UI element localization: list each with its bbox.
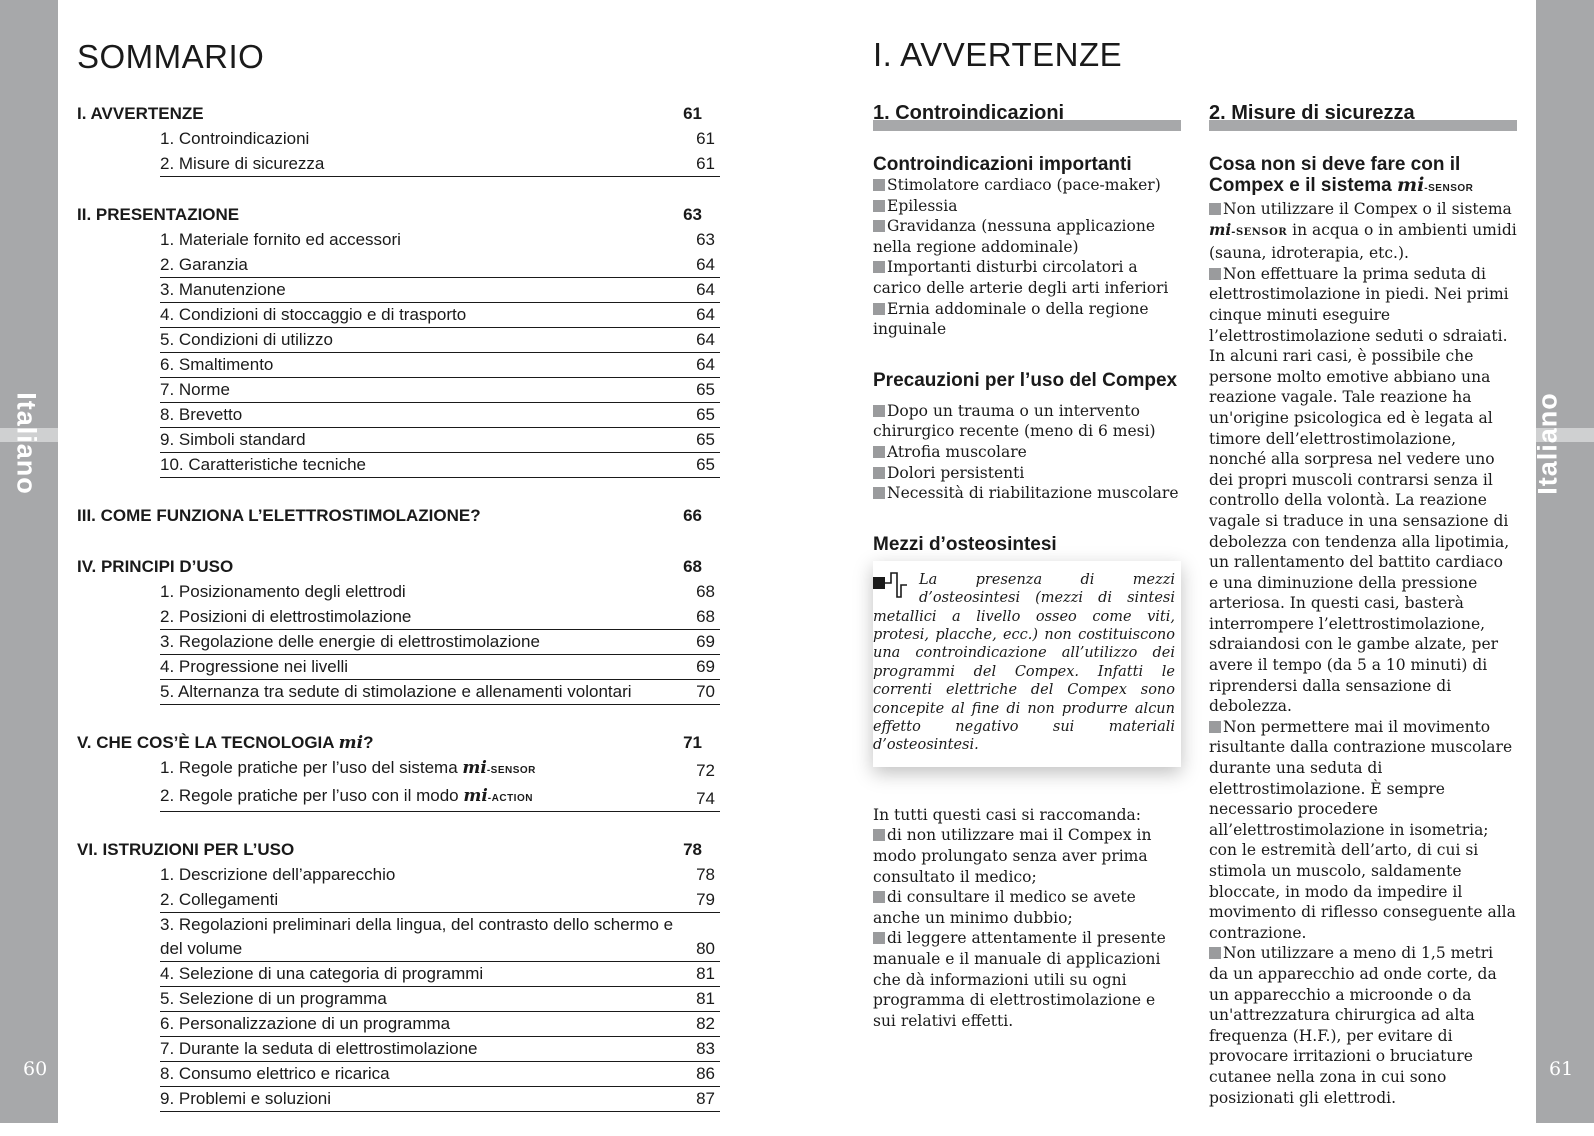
toc-item <box>160 378 720 403</box>
toc-item-text: 1. Descrizione dell’apparecchio <box>160 865 396 884</box>
toc-item-label <box>160 913 696 961</box>
toc-item-page: 64 <box>696 280 715 299</box>
toc-item <box>160 303 720 328</box>
toc-item-text: 3. Manutenzione <box>160 280 286 299</box>
toc-item-page: 69 <box>696 632 715 651</box>
toc-item-label <box>160 453 696 477</box>
toc-item <box>160 863 720 888</box>
precautions-heading: Precauzioni per l’uso del Compex <box>873 369 1178 391</box>
list-item: Non permettere mai il movimento risultante dalla contrazione muscolare durante una seduta di elettrostimolazione. È sempre necessario procedere all’elettrostimolazione in isometria; con le estremità dell’arto, di cui si stimola un muscolo, saldamente bloccate, in modo da impedire il movimento di riflesso conseguente alla contrazione. <box>1209 717 1516 942</box>
toc-title: SOMMARIO <box>77 38 265 75</box>
osteosynthesis-note-text: La presenza di mezzi d’osteosintesi (mezzi di sintesi metallici a livello osseo come viti, protesi, placche, ecc.) non costituiscono una controindicazione all’utilizzo dei programmi del Compex. Infatti le correnti elettriche del Compex sono concepite al fine di non produrre alcun effetto negativo sui materiali d’osteosintesi. <box>873 571 1175 754</box>
toc-section-title <box>77 840 294 860</box>
toc-section <box>77 729 720 812</box>
toc-item-page: 68 <box>696 582 715 601</box>
toc-item-page: 65 <box>696 430 715 449</box>
precautions-list <box>873 401 1181 504</box>
toc-item-label <box>160 784 696 811</box>
toc-item-page: 87 <box>696 1089 715 1108</box>
right-page-number: 61 <box>1549 1058 1574 1080</box>
toc-item-label <box>160 328 696 352</box>
toc-item-page: 63 <box>696 230 715 249</box>
toc-item-text: 2. Posizioni di elettrostimolazione <box>160 607 412 626</box>
toc-item-page: 83 <box>696 1039 715 1058</box>
list-item: Non effettuare la prima seduta di elettrostimolazione in piedi. Nei primi cinque minuti eseguire l’elettrostimolazione seduti o sdraiati. In alcuni rari casi, è possibile che persone molto emotive abbiano una reazione vagale. Tale reazione ha un'origine psicologica ed è legata al timore dell’elettrostimolazione, nonché alla sorpresa nel vedere uno dei propri muscoli contrarsi senza il controllo della volontà. La reazione vagale si traduce in una sensazione di debolezza con tendenza alla lipotimia, un rallentamento del battito cardiaco e una diminuzione della pressione arteriosa. In questi casi, basterà interrompere l’elettrostimolazione, sdraiandosi con le gambe alzate, per avere il tempo (da 5 a 10 minuti) di riprendersi dalla sensazione di debolezza. <box>1209 264 1517 717</box>
toc-item-label <box>160 378 696 402</box>
toc-item-page: 70 <box>696 682 715 701</box>
toc-item-text: 10. Caratteristiche tecniche <box>160 455 366 474</box>
toc-item-label <box>160 253 696 277</box>
toc-item-text: 1. Controindicazioni <box>160 129 310 148</box>
toc-item <box>160 253 720 278</box>
toc-item-text: 2. Misure di sicurezza <box>160 154 325 173</box>
right-language-label: Italiano <box>1532 392 1563 495</box>
toc-item-label <box>160 863 696 887</box>
toc-section-title <box>77 104 204 124</box>
toc-item-text: 2. Regole pratiche per l’uso con il modo <box>160 786 464 805</box>
toc-section-title <box>77 557 233 577</box>
toc-item-page: 61 <box>696 129 715 148</box>
toc-item-text: 2. Collegamenti <box>160 890 279 909</box>
toc-item-label <box>160 756 696 783</box>
toc-section <box>77 553 720 705</box>
toc-item <box>160 1037 720 1062</box>
toc-section-title-text: II. PRESENTAZIONE <box>77 204 240 224</box>
toc-item-page: 78 <box>696 865 715 884</box>
toc-item-label <box>160 353 696 377</box>
toc-section-title <box>77 205 239 225</box>
toc-item-page: 80 <box>696 939 715 958</box>
toc-item-label <box>160 680 696 704</box>
safety-list <box>1209 264 1517 1108</box>
toc-section <box>77 836 720 1112</box>
toc-item-text: 7. Norme <box>160 380 230 399</box>
toc-item-page: 86 <box>696 1064 715 1083</box>
toc-item-label <box>160 580 696 604</box>
list-item: Gravidanza (nessuna applicazione nella regione addominale) <box>873 216 1181 257</box>
mi-logo: mi <box>1396 174 1425 196</box>
toc-item-text: 6. Personalizzazione di un programma <box>160 1014 451 1033</box>
toc-item-label <box>160 152 696 176</box>
toc-item <box>160 962 720 987</box>
toc-item-page: 68 <box>696 607 715 626</box>
toc-item-label <box>160 127 696 151</box>
list-item: di consultare il medico se avete anche un minimo dubbio; <box>873 887 1181 928</box>
toc-item-text: 5. Condizioni di utilizzo <box>160 330 333 349</box>
toc-item-label <box>160 403 696 427</box>
list-item: di non utilizzare mai il Compex in modo prolungato senza aver prima consultato il medico; <box>873 825 1181 887</box>
toc-item <box>160 680 720 705</box>
toc-item-page: 65 <box>696 455 715 474</box>
contraindications-column <box>873 100 1181 1031</box>
toc-item-page: 65 <box>696 380 715 399</box>
warning-pulse-icon <box>873 571 917 599</box>
toc-item-page: 81 <box>696 989 715 1008</box>
toc-item-page: 64 <box>696 255 715 274</box>
osteosynthesis-heading: Mezzi d’osteosintesi <box>873 533 1057 555</box>
toc-item-label <box>160 962 696 986</box>
toc-item <box>160 888 720 913</box>
toc-item-label <box>160 888 696 912</box>
toc-item-page: 79 <box>696 890 715 909</box>
toc-item <box>160 655 720 680</box>
toc-section-page: 68 <box>683 556 702 576</box>
safety-item: Non utilizzare il Compex o il sistema mi-SENSOR in acqua o in ambienti umidi (sauna, idroterapia, etc.). <box>1209 200 1517 263</box>
toc-item <box>160 278 720 303</box>
toc-item-text: 1. Regole pratiche per l’uso del sistema <box>160 758 463 777</box>
list-item: Stimolatore cardiaco (pace-maker) <box>873 175 1181 196</box>
toc-section-page: 61 <box>683 103 702 123</box>
left-side-band <box>0 0 58 1123</box>
list-item: Importanti disturbi circolatori a carico delle arterie degli arti inferiori <box>873 257 1181 298</box>
toc-section-title-text: V. CHE COS’È LA TECNOLOGIA <box>77 732 339 752</box>
safety-heading: 2. Misure di sicurezza <box>1209 102 1415 124</box>
toc-item-page: 74 <box>696 789 715 808</box>
list-item: Non utilizzare a meno di 1,5 metri da un apparecchio ad onde corte, da un apparecchio a microonde o da un'attrezzatura chirurgica ad alta frequenza (H.F.), per evitare di provocare irritazioni o bruciature cutanee nella zona in cui sono posizionati gli elettrodi. <box>1209 943 1517 1108</box>
toc-section-heading <box>77 553 720 580</box>
toc-item-text: 3. Regolazioni preliminari della lingua, del contrasto dello schermo e del volume <box>160 915 674 958</box>
toc-item-page: 81 <box>696 964 715 983</box>
toc-section-page: 78 <box>683 839 702 859</box>
toc-section <box>77 502 720 529</box>
toc-item <box>160 756 720 784</box>
toc-item <box>160 353 720 378</box>
contraindications-heading: 1. Controindicazioni <box>873 102 1065 124</box>
recommend-list <box>873 825 1181 1031</box>
right-side-band <box>1536 0 1594 1123</box>
toc-item-text: 9. Simboli standard <box>160 430 306 449</box>
toc-item-text: 8. Brevetto <box>160 405 243 424</box>
toc-item <box>160 1012 720 1037</box>
toc-item <box>160 152 720 177</box>
toc-item <box>160 605 720 630</box>
mi-logo: mi <box>463 786 488 806</box>
toc-section-heading <box>77 502 720 529</box>
toc-item-page: 61 <box>696 154 715 173</box>
list-item: Necessità di riabilitazione muscolare <box>873 483 1181 504</box>
list-item: Epilessia <box>873 196 1181 217</box>
toc-item <box>160 784 720 812</box>
mi-logo: mi <box>338 732 364 753</box>
safety-measures-column <box>1209 100 1517 1108</box>
toc-item-text: 4. Progressione nei livelli <box>160 657 349 676</box>
toc-section-heading <box>77 100 720 127</box>
toc-item-text: 6. Smaltimento <box>160 355 274 374</box>
toc-section-heading <box>77 201 720 228</box>
toc-item-label <box>160 630 696 654</box>
list-item: Dopo un trauma o un intervento chirurgico recente (meno di 6 mesi) <box>873 401 1181 442</box>
toc-item-page: 82 <box>696 1014 715 1033</box>
warnings-title: I. AVVERTENZE <box>873 36 1123 73</box>
toc-section-heading <box>77 836 720 863</box>
toc-item <box>160 987 720 1012</box>
toc-item-label <box>160 655 696 679</box>
osteosynthesis-note <box>873 561 1181 767</box>
toc-item <box>160 328 720 353</box>
list-item: Dolori persistenti <box>873 463 1181 484</box>
toc-item-page: 64 <box>696 305 715 324</box>
toc-item <box>160 428 720 453</box>
toc-item-text: 4. Selezione di una categoria di programmi <box>160 964 484 983</box>
toc-item-text: 1. Posizionamento degli elettrodi <box>160 582 406 601</box>
toc-item-text: 7. Durante la seduta di elettrostimolazione <box>160 1039 478 1058</box>
toc-section-title <box>77 733 373 753</box>
list-item: di leggere attentamente il presente manuale e il manuale di applicazioni che dà informazioni utili su ogni programma di elettrostimolazione e sui relativi effetti. <box>873 928 1181 1031</box>
toc-item-text: 9. Problemi e soluzioni <box>160 1089 332 1108</box>
what-not-to-do-heading: Cosa non si deve fare con il Compex e il sistema mi-SENSOR <box>1209 154 1474 196</box>
toc-section <box>77 100 720 177</box>
mi-logo: mi <box>1209 219 1232 239</box>
toc-item <box>160 228 720 253</box>
toc-item-text: 5. Alternanza tra sedute di stimolazione e allenamenti volontari <box>160 682 632 701</box>
toc-section-title-text: VI. ISTRUZIONI PER L’USO <box>77 839 295 859</box>
toc-item-text: 8. Consumo elettrico e ricarica <box>160 1064 390 1083</box>
toc-item <box>160 630 720 655</box>
table-of-contents <box>77 100 720 1136</box>
toc-item-page: 64 <box>696 330 715 349</box>
toc-item-text: 3. Regolazione delle energie di elettrostimolazione <box>160 632 540 651</box>
important-contraindications-heading: Controindicazioni importanti <box>873 154 1132 175</box>
toc-item <box>160 127 720 152</box>
toc-item-label <box>160 228 696 252</box>
toc-item-text: 5. Selezione di un programma <box>160 989 387 1008</box>
toc-section-title-end: ? <box>363 732 374 752</box>
toc-section <box>77 201 720 478</box>
toc-item-label <box>160 605 696 629</box>
toc-item <box>160 1062 720 1087</box>
toc-item-label <box>160 278 696 302</box>
toc-item-label <box>160 303 696 327</box>
toc-item-page: 69 <box>696 657 715 676</box>
toc-item-text: 4. Condizioni di stoccaggio e di trasporto <box>160 305 467 324</box>
recommend-intro: In tutti questi casi si raccomanda: <box>873 805 1141 824</box>
list-item: Atrofia muscolare <box>873 442 1181 463</box>
toc-item-suffix: -SENSOR <box>486 765 536 776</box>
left-language-label: Italiano <box>11 392 42 495</box>
toc-item-page: 72 <box>696 761 715 780</box>
toc-item-text: 1. Materiale fornito ed accessori <box>160 230 401 249</box>
left-page-number: 60 <box>23 1058 48 1080</box>
toc-section-title <box>77 506 481 526</box>
list-item: Ernia addominale o della regione inguinale <box>873 299 1181 340</box>
toc-item-label <box>160 1012 696 1036</box>
toc-item-text: 2. Garanzia <box>160 255 248 274</box>
toc-item <box>160 453 720 478</box>
toc-section-title-text: IV. PRINCIPI D’USO <box>77 556 234 576</box>
mi-logo: mi <box>462 758 487 778</box>
toc-item <box>160 1087 720 1112</box>
safety-heading-bar <box>1209 100 1517 134</box>
toc-item <box>160 580 720 605</box>
toc-item <box>160 403 720 428</box>
toc-section-title-text: I. AVVERTENZE <box>77 103 204 123</box>
toc-section-title-text: III. COME FUNZIONA L’ELETTROSTIMOLAZIONE? <box>77 505 481 525</box>
toc-section-page: 66 <box>683 505 702 525</box>
toc-section-page: 71 <box>683 732 702 752</box>
toc-item-page: 65 <box>696 405 715 424</box>
toc-item-label <box>160 987 696 1011</box>
toc-item-label <box>160 1037 696 1061</box>
toc-section-page: 63 <box>683 204 702 224</box>
contraindications-heading-bar <box>873 100 1181 134</box>
toc-item <box>160 913 720 962</box>
toc-item-suffix: -ACTION <box>487 793 533 804</box>
toc-item-label <box>160 1062 696 1086</box>
toc-section-heading <box>77 729 720 756</box>
toc-item-label <box>160 1087 696 1111</box>
important-contraindications-list <box>873 175 1181 340</box>
toc-item-label <box>160 428 696 452</box>
toc-item-page: 64 <box>696 355 715 374</box>
